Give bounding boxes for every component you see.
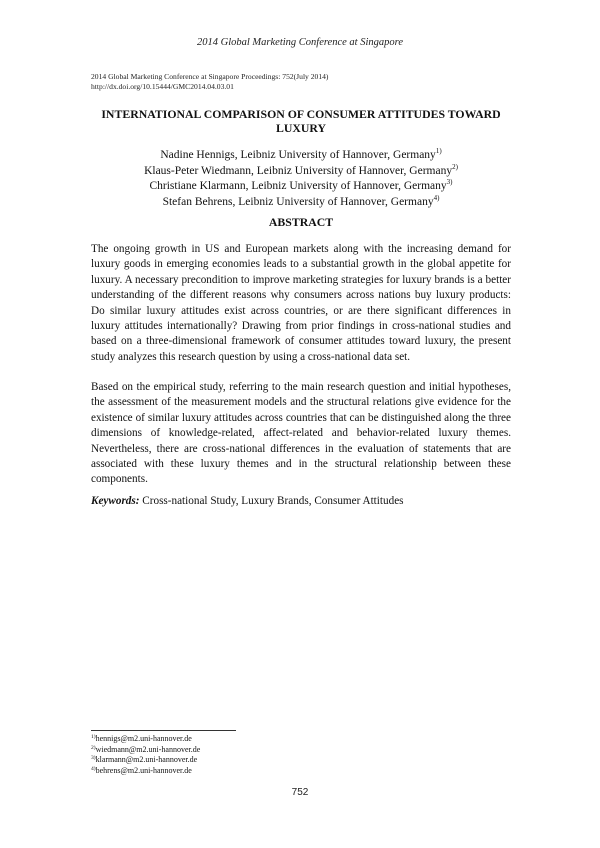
abstract-paragraph-2: Based on the empirical study, referring to the main research question and initial hypotheses, the assessment of the measurement models and the structural relations give evidence for the existence of similar luxury attitudes across countries that can be distinguished along the three dimensions of knowledge-related, affect-related and behavior-related luxury themes. Nevertheless, there are cross-national differences in the evaluation of statements that are associated with these luxury themes and in the structural relationship between these components.	[91, 381, 511, 486]
footnote	[91, 745, 200, 756]
footnote-mark: 1)	[91, 734, 96, 740]
footnote-mark: 3)	[91, 755, 96, 761]
running-title: 2014 Global Marketing Conference at Singapore	[197, 37, 403, 48]
author-line	[91, 148, 511, 164]
author-name: Stefan Behrens, Leibniz University of Hannover, Germany	[162, 195, 434, 208]
author-name: Nadine Hennigs, Leibniz University of Hannover, Germany	[160, 149, 436, 161]
footnote-email[interactable]: behrens@m2.uni-hannover.de	[95, 765, 192, 775]
footnote	[91, 766, 200, 777]
proceedings-info	[91, 72, 328, 92]
author-line	[91, 164, 511, 180]
footnote	[91, 734, 200, 745]
abstract-heading: ABSTRACT	[268, 215, 334, 229]
footnotes	[91, 734, 200, 776]
footnote-mark: 4)	[433, 193, 440, 202]
author-line	[91, 179, 511, 195]
footnote-mark: 2)	[91, 744, 96, 751]
keywords-label: Keywords:	[91, 495, 140, 507]
author-name: Klaus-Peter Wiedmann, Leibniz University of Hannover, Germany	[144, 164, 453, 177]
footnote-mark: 3)	[446, 178, 453, 186]
footnote-email[interactable]: klarmann@m2.uni-hannover.de	[95, 755, 198, 764]
page-number: 752	[291, 787, 309, 798]
footnote-email[interactable]: hennigs@m2.uni-hannover.de	[95, 734, 192, 743]
footnote-email[interactable]: wiedmann@m2.uni-hannover.de	[95, 744, 201, 754]
footnote-mark: 2)	[452, 162, 458, 171]
abstract-paragraph-1: The ongoing growth in US and European markets along with the increasing demand for luxury goods in emerging economies leads to a substantial growth in the global appetite for luxury. A necessary precondition to improve marketing strategies for luxury brands is a better understanding of the different reasons why consumers across nations buy luxury products: Do similar luxury attitudes exist across countries, or are there significant differences in luxury attitudes internationally? Drawing from prior findings in cross-national studies and based on a three-dimensional framework of consumer attitudes toward luxury, the present study analyzes this research question by using a cross-national data set.	[91, 243, 511, 363]
paper-title: INTERNATIONAL COMPARISON OF CONSUMER ATTITUDES TOWARD LUXURY	[101, 107, 501, 135]
author-name: Christiane Klarmann, Leibniz University of Hannover, Germany	[149, 180, 447, 192]
proceedings-citation: 2014 Global Marketing Conference at Singapore Proceedings: 752(July 2014)	[91, 72, 329, 81]
footnote	[91, 755, 200, 766]
keywords-text: Cross-national Study, Luxury Brands, Consumer Attitudes	[142, 495, 404, 507]
footnote-mark: 1)	[435, 147, 442, 155]
keywords	[91, 495, 511, 507]
footnote-mark: 4)	[91, 765, 96, 772]
author-list	[91, 148, 511, 210]
footnote-divider	[91, 730, 236, 731]
author-line	[91, 195, 511, 211]
doi-link[interactable]: http://dx.doi.org/10.15444/GMC2014.04.03.01	[91, 82, 234, 91]
